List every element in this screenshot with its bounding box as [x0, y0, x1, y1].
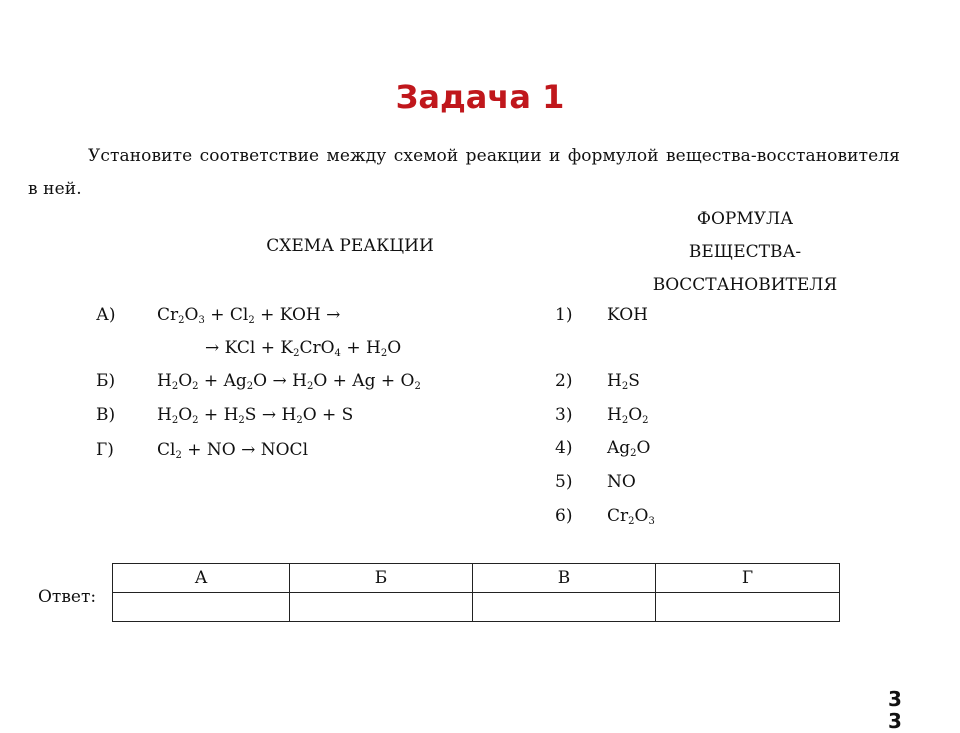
answer-cell-a[interactable]: [113, 593, 290, 622]
option-formula: NO: [607, 472, 636, 492]
answer-column-a: А: [113, 564, 290, 593]
reaction-equation-continuation: → KCl + $K_2CrO_4 + H_2O$: [205, 338, 402, 359]
option-formula: $H_2S$: [607, 371, 640, 392]
option-formula: $Ag_2O$: [607, 438, 651, 459]
page-title: Задача 1: [395, 78, 565, 116]
answer-column-g: Г: [656, 564, 840, 593]
reaction-equation: $Cl_2$ + NO → NOCl: [157, 440, 308, 461]
reaction-label: Б): [96, 371, 116, 391]
option-number: 3): [555, 405, 573, 425]
answer-value-row: [113, 593, 840, 622]
task-instruction: Установите соответствие между схемой реакции и формулой вещества-восстановителя в ней.: [28, 146, 900, 199]
option-number: 1): [555, 305, 573, 325]
reaction-equation: $Cr_2O_3 + Cl_2$ + KOH →: [157, 305, 341, 326]
reducing-agent-header-line1: ФОРМУЛА: [696, 209, 794, 229]
reaction-label: Г): [96, 440, 114, 460]
answer-header-row: [113, 564, 840, 593]
reducing-agent-header: [610, 203, 880, 302]
answer-cell-v[interactable]: [473, 593, 656, 622]
option-number: 4): [555, 438, 573, 458]
answer-table: [112, 563, 840, 622]
answer-column-v: В: [473, 564, 656, 593]
answer-label: Ответ:: [38, 587, 97, 607]
option-formula: $Cr_2O_3$: [607, 506, 655, 527]
reaction-scheme-header: СХЕМА РЕАКЦИИ: [266, 236, 434, 256]
answer-cell-b[interactable]: [290, 593, 473, 622]
reaction-equation: $H_2O_2 + Ag_2O \to H_2O + Ag + O_2$: [157, 371, 421, 392]
reaction-label: А): [96, 305, 116, 325]
reducing-agent-header-line2: ВЕЩЕСТВА-: [688, 242, 802, 262]
answer-column-b: Б: [290, 564, 473, 593]
reaction-label: В): [96, 405, 116, 425]
reducing-agent-header-line3: ВОССТАНОВИТЕЛЯ: [652, 275, 838, 295]
option-formula: KOH: [607, 305, 649, 325]
option-number: 5): [555, 472, 573, 492]
reaction-equation: $H_2O_2 + H_2S \to H_2O + S$: [157, 405, 354, 426]
option-formula: $H_2O_2$: [607, 405, 649, 426]
option-number: 6): [555, 506, 573, 526]
answer-cell-g[interactable]: [656, 593, 840, 622]
page-number: 3 3: [888, 687, 902, 733]
option-number: 2): [555, 371, 573, 391]
